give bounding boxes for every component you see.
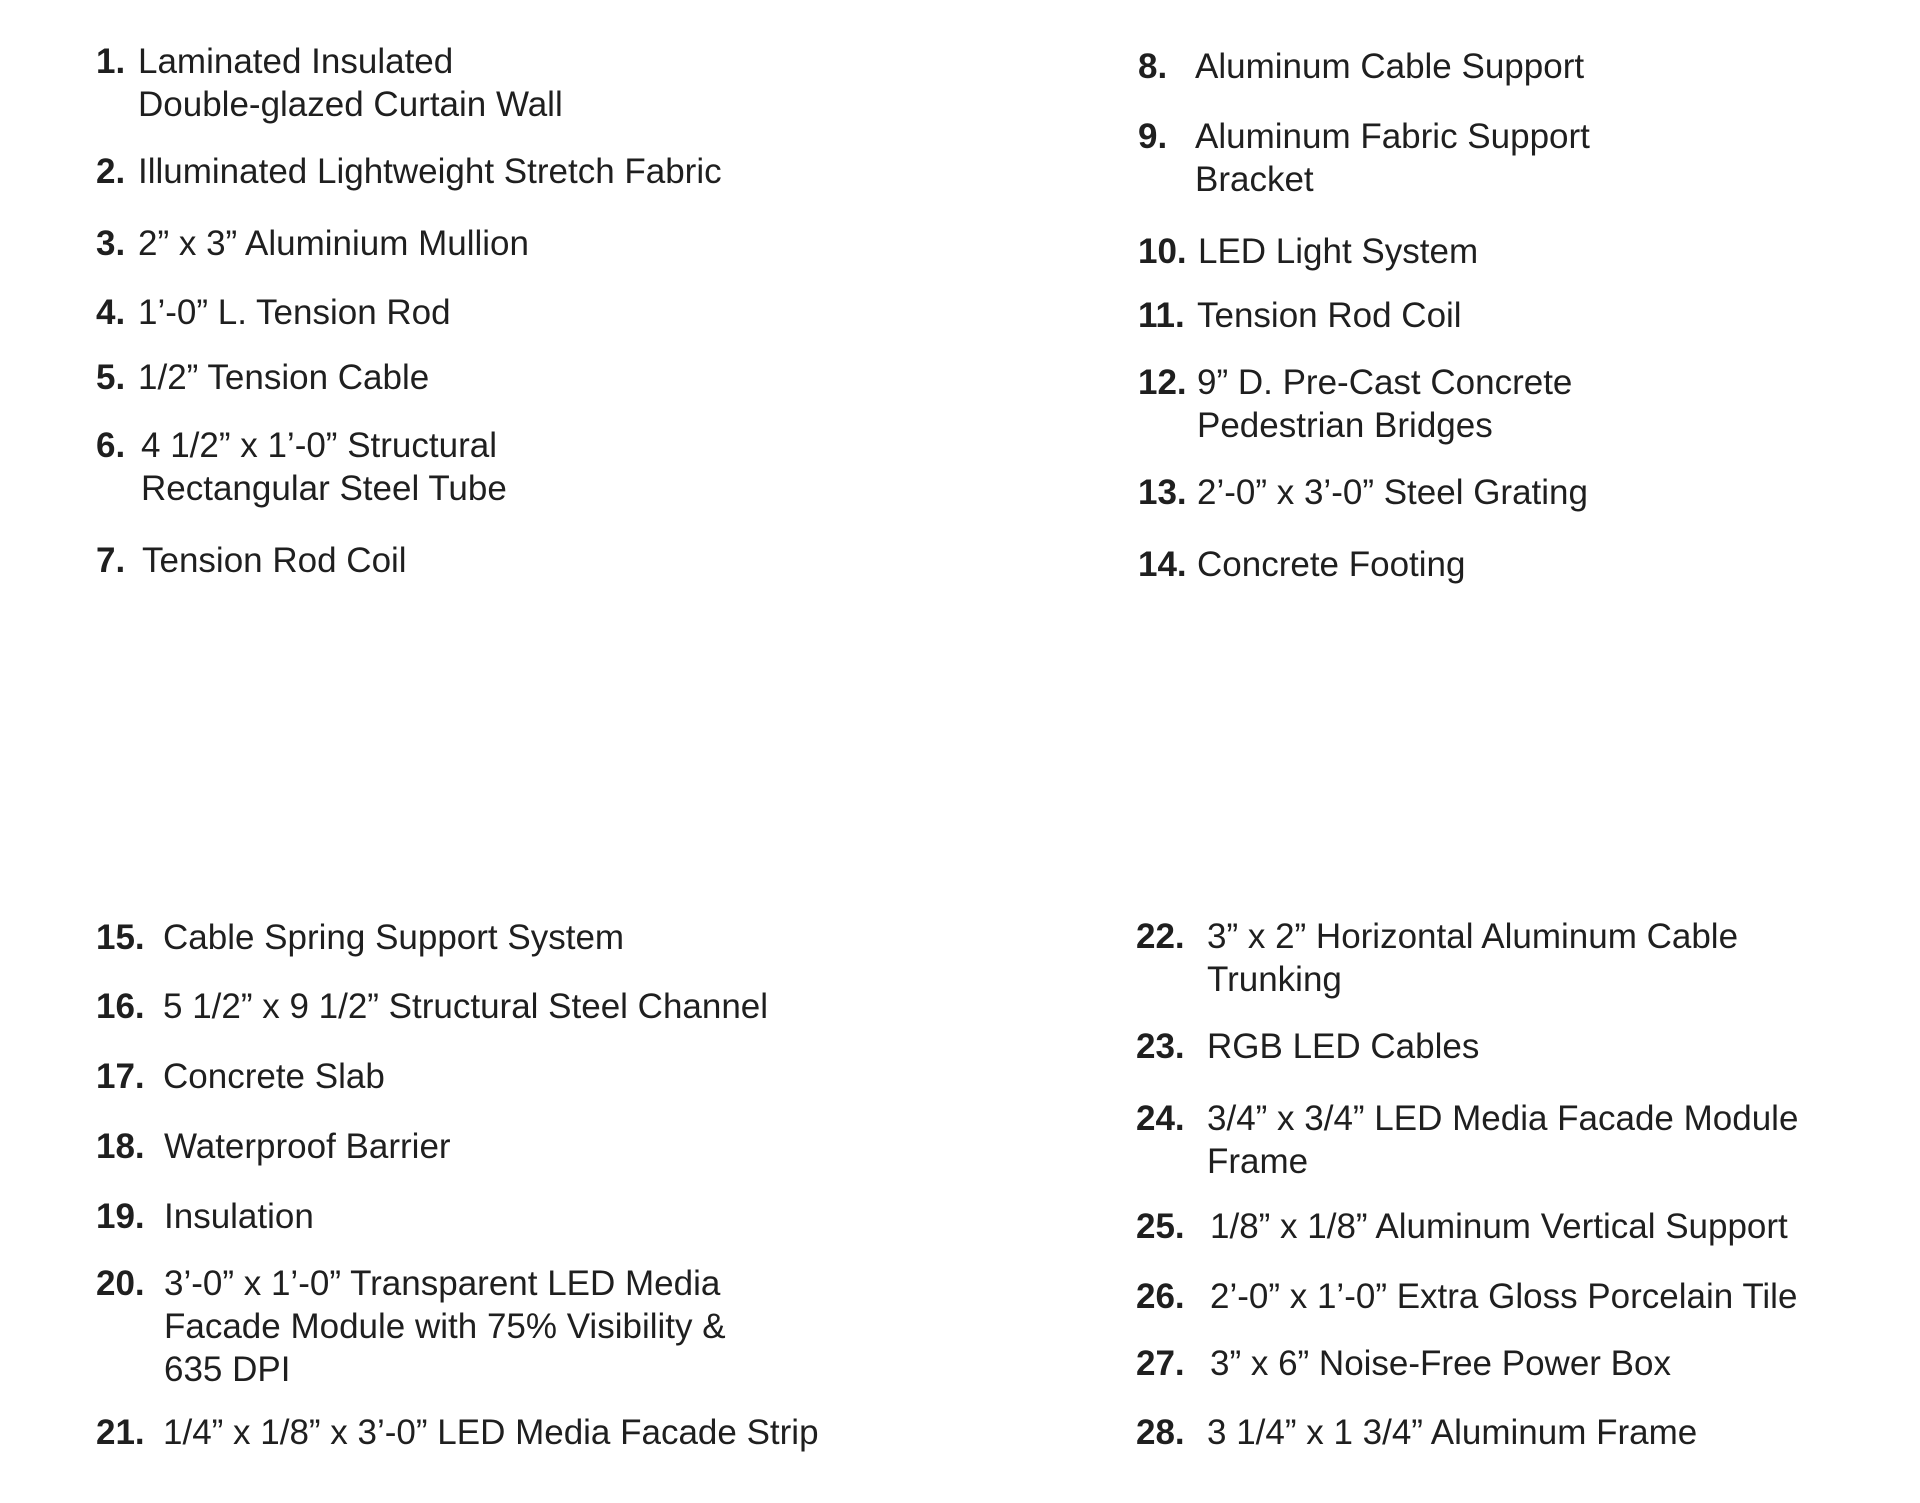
- item-number: 4.: [96, 293, 126, 332]
- legend-item: [96, 916, 624, 959]
- item-number: 17.: [96, 1057, 145, 1096]
- item-number: 12.: [1138, 363, 1187, 402]
- item-text: 1’-0” L. Tension Rod: [138, 293, 451, 332]
- item-number: 18.: [96, 1127, 145, 1166]
- item-number: 27.: [1136, 1344, 1185, 1383]
- item-text: 5 1/2” x 9 1/2” Structural Steel Channel: [163, 987, 769, 1026]
- item-number: 2.: [96, 152, 126, 191]
- legend-item: [96, 1055, 385, 1098]
- item-text: Tension Rod Coil: [1197, 296, 1462, 335]
- item-text: 1/2” Tension Cable: [138, 358, 430, 397]
- item-text: 1/4” x 1/8” x 3’-0” LED Media Facade Strip: [163, 1413, 819, 1452]
- item-text: Illuminated Lightweight Stretch Fabric: [138, 152, 722, 191]
- item-text: 3’-0” x 1’-0” Transparent LED Media Facade Module with 75% Visibility & 635 DPI: [164, 1264, 726, 1389]
- legend-item: [1136, 1275, 1797, 1318]
- legend-item: [1136, 1205, 1788, 1248]
- legend-item: [1138, 45, 1584, 88]
- legend-item: [96, 40, 563, 126]
- legend-item: [96, 1195, 314, 1238]
- item-number: 6.: [96, 426, 126, 465]
- legend-item: [1138, 115, 1590, 201]
- item-text: 4 1/2” x 1’-0” Structural Rectangular Steel Tube: [141, 426, 507, 508]
- legend-item: [1136, 1342, 1671, 1385]
- item-number: 23.: [1136, 1027, 1185, 1066]
- item-number: 1.: [96, 42, 126, 81]
- item-number: 11.: [1138, 296, 1185, 335]
- legend-item: [1138, 230, 1478, 273]
- legend-item: [1136, 915, 1738, 1001]
- item-number: 8.: [1138, 47, 1168, 86]
- legend-item: [96, 356, 429, 399]
- item-text: Concrete Footing: [1197, 545, 1466, 584]
- item-text: Laminated Insulated Double-glazed Curtain Wall: [138, 42, 563, 124]
- item-text: 2’-0” x 1’-0” Extra Gloss Porcelain Tile: [1210, 1277, 1798, 1316]
- legend-item: [1138, 471, 1588, 514]
- item-text: 3” x 2” Horizontal Aluminum Cable Trunking: [1207, 917, 1739, 999]
- item-number: 10.: [1138, 232, 1187, 271]
- item-number: 7.: [96, 541, 126, 580]
- item-number: 19.: [96, 1197, 145, 1236]
- legend-item: [96, 985, 768, 1028]
- item-number: 15.: [96, 918, 145, 957]
- legend-item: [96, 1125, 451, 1168]
- item-number: 25.: [1136, 1207, 1185, 1246]
- item-number: 28.: [1136, 1413, 1185, 1452]
- item-text: RGB LED Cables: [1207, 1027, 1480, 1066]
- item-text: 1/8” x 1/8” Aluminum Vertical Support: [1210, 1207, 1788, 1246]
- legend-item: [1136, 1097, 1798, 1183]
- legend-item: [1136, 1411, 1697, 1454]
- item-number: 16.: [96, 987, 145, 1026]
- legend-item: [1138, 294, 1462, 337]
- item-number: 5.: [96, 358, 126, 397]
- item-text: 3/4” x 3/4” LED Media Facade Module Frame: [1207, 1099, 1799, 1181]
- item-number: 24.: [1136, 1099, 1185, 1138]
- item-text: 2” x 3” Aluminium Mullion: [138, 224, 529, 263]
- item-text: Aluminum Fabric Support Bracket: [1195, 117, 1590, 199]
- legend-item: [96, 222, 529, 265]
- item-text: Waterproof Barrier: [164, 1127, 451, 1166]
- item-text: 9” D. Pre-Cast Concrete Pedestrian Bridges: [1197, 363, 1573, 445]
- legend-item: [96, 150, 722, 193]
- legend-item: [1138, 543, 1465, 586]
- legend-item: [1138, 361, 1572, 447]
- legend-item: [96, 1262, 726, 1391]
- item-number: 26.: [1136, 1277, 1185, 1316]
- item-number: 20.: [96, 1264, 145, 1303]
- legend-item: [96, 291, 451, 334]
- item-text: Cable Spring Support System: [163, 918, 625, 957]
- item-number: 14.: [1138, 545, 1187, 584]
- item-text: 3 1/4” x 1 3/4” Aluminum Frame: [1207, 1413, 1698, 1452]
- item-number: 9.: [1138, 117, 1168, 156]
- item-text: Aluminum Cable Support: [1195, 47, 1585, 86]
- item-text: LED Light System: [1198, 232, 1479, 271]
- item-number: 22.: [1136, 917, 1185, 956]
- legend-item: [96, 424, 507, 510]
- legend-item: [1136, 1025, 1479, 1068]
- item-text: Concrete Slab: [163, 1057, 385, 1096]
- item-text: Insulation: [164, 1197, 314, 1236]
- item-text: Tension Rod Coil: [142, 541, 407, 580]
- item-text: 3” x 6” Noise-Free Power Box: [1210, 1344, 1671, 1383]
- legend-item: [96, 1411, 819, 1454]
- item-number: 13.: [1138, 473, 1187, 512]
- item-number: 3.: [96, 224, 126, 263]
- legend-item: [96, 539, 407, 582]
- item-number: 21.: [96, 1413, 145, 1452]
- item-text: 2’-0” x 3’-0” Steel Grating: [1197, 473, 1588, 512]
